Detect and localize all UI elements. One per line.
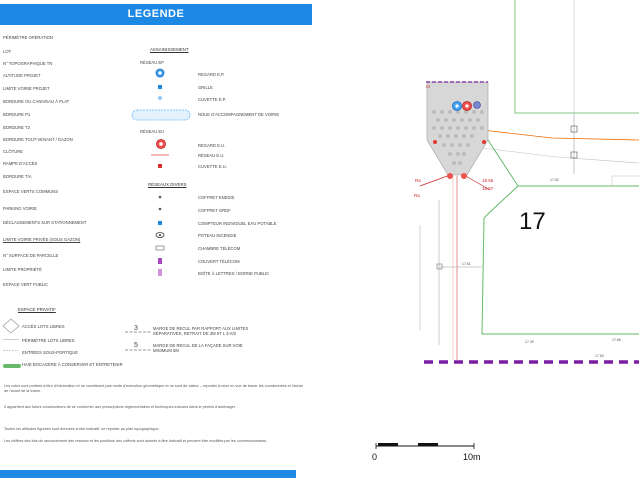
legend-heading-sanitation: ASSAINISSEMENT [150, 47, 189, 52]
legend-note: Les chiffres des lots de raccordement des réseaux et les positions des coffrets sont donnés à titre indicatif et peuvent être modifiés par les concessionnaires. [4, 439, 268, 443]
noue-icon [131, 109, 191, 121]
legend-note: Il appartient aux futurs constructeurs de se conformer aux prescriptions réglementaires et techniques incluses dans le permis d'aménager. [4, 405, 236, 409]
setback-value: 3 [134, 325, 138, 332]
legend-title: LEGENDE [0, 4, 312, 25]
legend-item: HAIE BOCAGÈRE À CONSERVER ET ENTRETENIR [22, 362, 123, 367]
legend-item: BOÎTE À LETTRES / BORNE PUBLIC [198, 271, 270, 276]
eu-network [420, 175, 450, 186]
network-label: Ra [415, 178, 421, 183]
legend-item: ACCÈS LOTS LIBRES [22, 324, 65, 329]
legend-item: BORDURE OU CANIVEAU À PLAT [3, 99, 70, 104]
legend-heading-private: ESPACE PRIVATIF [18, 307, 56, 312]
legend-panel [0, 0, 312, 480]
legend-item: RÉSEAU E.U. [198, 153, 225, 158]
portico-entry-icon [2, 348, 20, 353]
legend-item: COFFRET ENEDIS [198, 195, 235, 200]
network-label: r4 [426, 84, 431, 89]
reseau-eu-icon [150, 152, 170, 158]
grille-icon [157, 84, 163, 90]
grdf-icon [157, 206, 163, 212]
lot-outline-upper [515, 0, 639, 113]
network-label: 18.57 [482, 186, 494, 191]
legend-item: NOUE D'ACCOMPAGNEMENT DE VOIRIE [198, 112, 280, 117]
legend-item: LIMITE PROPRIÉTÉ [3, 267, 42, 272]
legend-note: Les cotes sont portées à titre d'information et ne constituent pas mode d'exécution géométrique et ne sont de valeur – reportés à ceux en vue de tracer les coordonnées et l'achat de l'avant de la trame. [4, 384, 303, 393]
telecom-cover-icon [156, 257, 164, 265]
lot-17-top [488, 140, 639, 186]
dimension-label: 17.61 [462, 262, 471, 266]
legend-item: CHAMBRE TÉLÉCOM [198, 246, 241, 251]
fire-hydrant-icon [154, 231, 166, 239]
legend-heading-networks: RÉSEAUX DIVERS [148, 182, 187, 187]
legend-item: POTEAU INCENDIE [198, 233, 237, 238]
network-label: Ra [414, 193, 420, 198]
legend-item: COMPTEUR INDIVIDUEL EAU POTABLE [198, 221, 277, 226]
legend-footer-bar [0, 470, 296, 478]
legend-item: BORDURE TOUT-VENANT / GAZON [3, 137, 73, 142]
legend-item: ESPACE VERT PUBLIC [3, 282, 49, 287]
legend-network-eu: RÉSEAU EU [140, 129, 165, 134]
legend-item: LIMITE VOIRIE PRIVÉE (SOUS GAZON) [3, 237, 81, 242]
legend-item: REGARD E.P. [198, 72, 225, 77]
legend-item: DÉCLASSEMENTS SUR STATIONNEMENT [3, 220, 87, 225]
dimension-label: 17.63 [595, 354, 604, 358]
setback-icons [123, 322, 153, 354]
setback-value: 5 [134, 342, 138, 349]
scale-start-label: 0 [372, 452, 378, 462]
regard-eu-marker [447, 173, 453, 179]
legend-item: REGARD E.U. [198, 143, 226, 148]
regard-eu-icon [155, 138, 167, 150]
lot-access-icon [2, 318, 20, 334]
dimension-label: 17.52 [550, 178, 559, 182]
legend-item: BORDURE T/A [3, 174, 32, 179]
legend-item: MARGE DE RECUL PAR RAPPORT AUX LIMITES SÉPARATIVES, RETRAIT DE 3M 6T L 3 H/2 [153, 326, 249, 336]
lot-perimeter-icon [2, 337, 20, 342]
legend-network-ep: RÉSEAU EP [140, 60, 164, 65]
legend-item: MARGE DE RECUL DE LA FAÇADE SUR VOIE MINIMUM 5M [153, 343, 243, 353]
hedge-icon [2, 362, 22, 370]
legend-item: RAMPE D'ACCÈS [3, 161, 38, 166]
legend-item: BORDURE P1 [3, 112, 31, 117]
legend-item: CLÔTURE [3, 149, 24, 154]
regard-ep-icon [155, 68, 165, 78]
cuvette-marker [433, 140, 437, 144]
road-line [482, 148, 639, 163]
utility-marker [474, 102, 481, 109]
cuvette-ep-icon [157, 95, 163, 101]
network-label: 18.56 [482, 178, 494, 183]
water-meter-icon [156, 219, 164, 227]
legend-item: N° SURFACE DE PARCELLE [3, 253, 59, 258]
cuvette-marker [482, 140, 486, 144]
legend-item: ALTITUDE PROJET [3, 73, 41, 78]
dimension-label: 17.66 [612, 338, 621, 342]
legend-item: N° TOPOGRAPHIQUE TN [3, 61, 53, 66]
legend-item: LOT [3, 49, 12, 54]
legend-item: BORDURE T2 [3, 125, 30, 130]
telecom-chamber-icon [155, 245, 165, 251]
regard-eu-marker [461, 173, 467, 179]
plan-drawing [312, 0, 639, 480]
legend-item: ESPACE VERTS COMMUNS [3, 189, 58, 194]
legend-item: PÉRIMÈTRE OPÉRATION [3, 35, 53, 40]
lot-number[interactable]: 17 [519, 208, 546, 235]
legend-item: ENTRÉES SOUS-PORTIQUE [22, 350, 78, 355]
road-edge [482, 130, 639, 140]
legend-note: Toutes les altitudes figurées sont données à titre indicatif, se reporter au plan topographique. [4, 427, 160, 431]
legend-item: PÉRIMÈTRE LOTS LIBRES [22, 338, 75, 343]
legend-item: COUVERT TÉLÉCOM [198, 259, 240, 264]
enedis-icon [157, 194, 163, 200]
site-plan[interactable] [312, 0, 639, 480]
legend-item: CUVETTE E.P. [198, 97, 227, 102]
cuvette-eu-icon [157, 163, 163, 169]
legend-item: CUVETTE E.U. [198, 164, 227, 169]
legend-item: COFFRET GRDF [198, 208, 231, 213]
dimension-label: 17.39 [525, 340, 534, 344]
legend-item: GRILLE [198, 85, 213, 90]
mailbox-icon [156, 268, 164, 277]
lot-17-boundary [482, 218, 639, 334]
scale-end-label: 10m [463, 452, 481, 462]
legend-item: LIMITE VOIRIE PROJET [3, 86, 50, 91]
legend-item: PARKING VOIRIE [3, 206, 37, 211]
